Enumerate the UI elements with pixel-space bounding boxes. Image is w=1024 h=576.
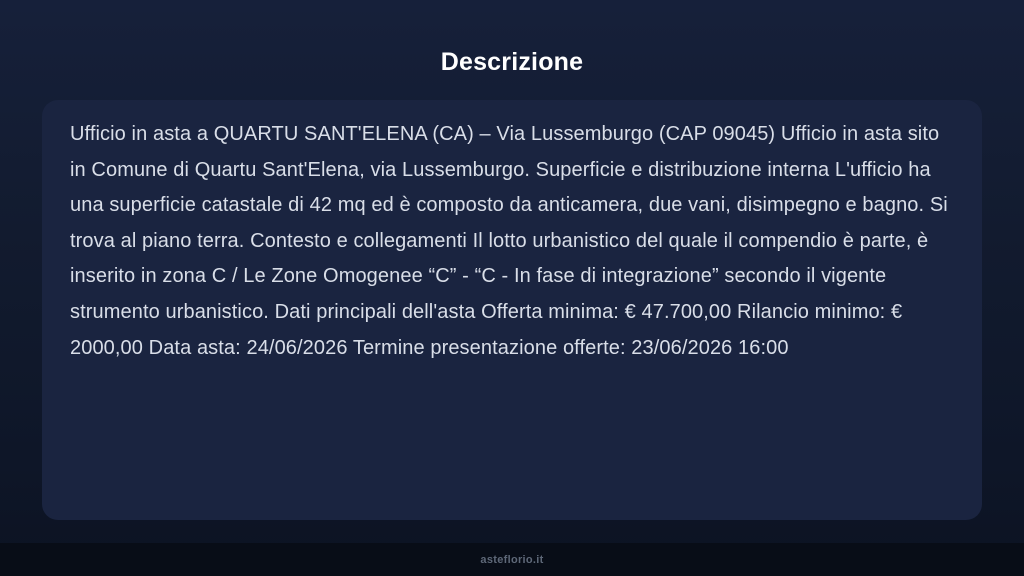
page-title: Descrizione: [440, 48, 584, 76]
description-card: [42, 100, 982, 520]
footer-bar: [0, 543, 1024, 576]
footer-site-label: asteflorio.it: [480, 553, 544, 566]
description-text: Ufficio in asta a QUARTU SANT'ELENA (CA) – Via Lussemburgo (CAP 09045) Ufficio in asta sito in Comune di Quartu Sant'Elena, via Lussemburgo. Superficie e distribuzione interna L'ufficio ha una superficie catastale di 42 mq ed è composto da anticamera, due vani, disimpegno e bagno. Si trova al piano terra. Contesto e collegamenti Il lotto urbanistico del quale il compendio è parte, è inserito in zona C / Le Zone Omogenee “C” - “C - In fase di integrazione” secondo il vigente strumento urbanistico. Dati principali dell'asta Offerta minima: € 47.700,00 Rilancio minimo: € 2000,00 Data asta: 24/06/2026 Termine presentazione offerte: 23/06/2026 16:00: [70, 123, 948, 359]
